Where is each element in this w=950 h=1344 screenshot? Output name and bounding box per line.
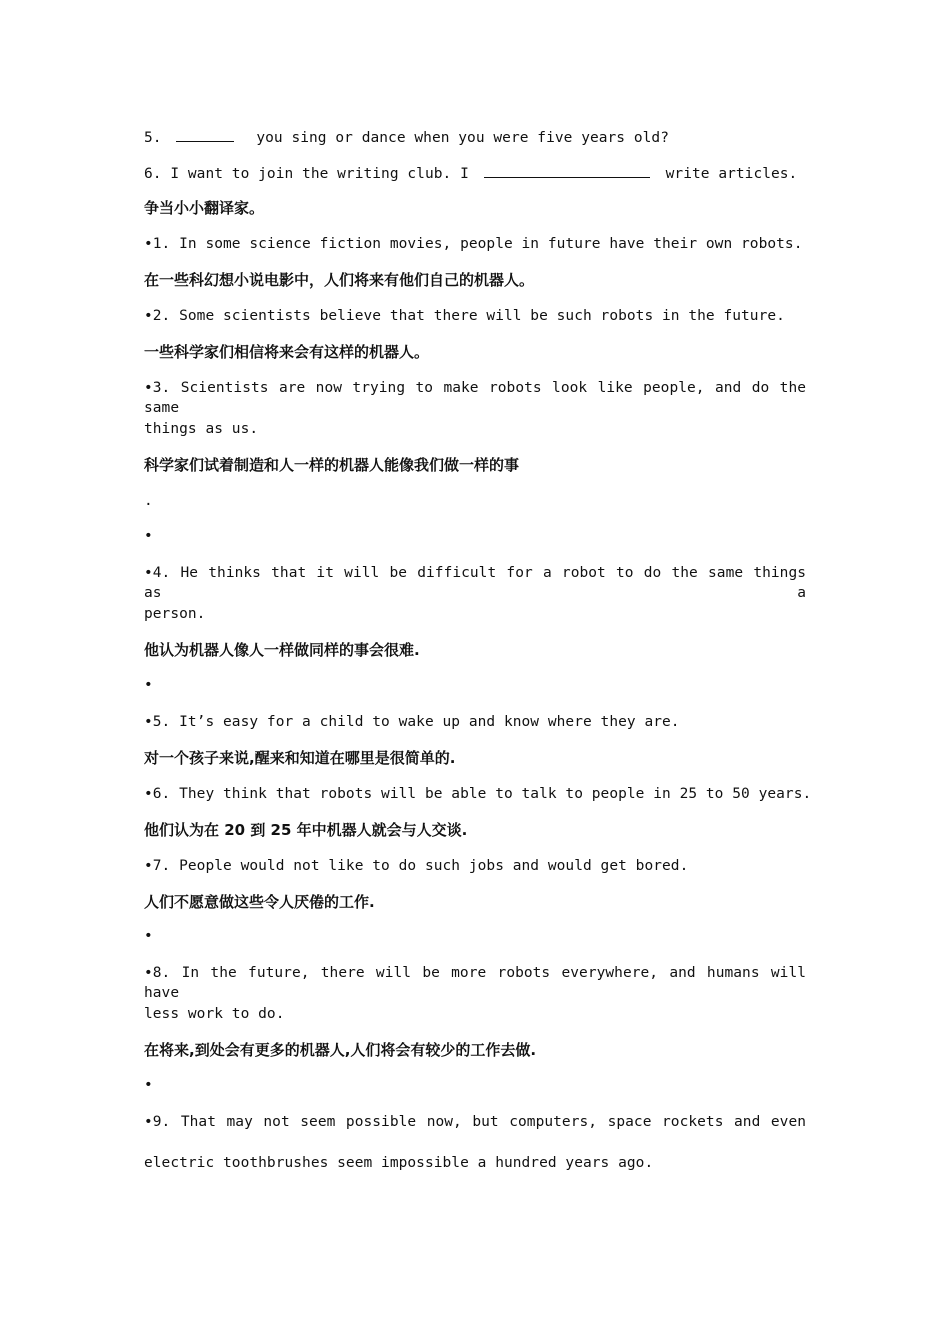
sentence-en-continued: electric toothbrushes seem impossible a hundred years ago. — [144, 1155, 654, 1171]
exercise-6-prefix: 6. I want to join the writing club. I — [144, 166, 469, 182]
section-title: 争当小小翻译家。 — [144, 199, 265, 217]
answer-blank — [176, 127, 234, 142]
sentence-en-continued: person. — [144, 606, 206, 622]
sentence-en: •3. Scientists are now trying to make robots look like people, and do the same — [144, 380, 806, 416]
sentence-zh: 人们不愿意做这些令人厌倦的工作. — [144, 893, 375, 911]
sentence-en: •6. They think that robots will be able to talk to people in 25 to 50 years. — [144, 786, 812, 802]
period-marker: . — [144, 493, 153, 509]
exercise-6 — [144, 163, 797, 184]
sentence-en: •2. Some scientists believe that there will be such robots in the future. — [144, 308, 785, 324]
exercise-6-text: write articles. — [665, 166, 798, 182]
exercise-5-text: you sing or dance when you were five years old? — [256, 130, 669, 146]
sentence-en: •9. That may not seem possible now, but computers, space rockets and even — [144, 1114, 806, 1130]
sentence-en: •5. It’s easy for a child to wake up and know where they are. — [144, 714, 680, 730]
bullet-marker: • — [144, 677, 153, 693]
sentence-en-continued: less work to do. — [144, 1006, 285, 1022]
sentence-zh: 他们认为在 20 到 25 年中机器人就会与人交谈. — [144, 821, 468, 839]
sentence-en: •8. In the future, there will be more robots everywhere, and humans will have — [144, 965, 806, 1001]
bullet-marker: • — [144, 1077, 153, 1093]
bullet-marker: • — [144, 528, 153, 544]
sentence-zh: 一些科学家们相信将来会有这样的机器人。 — [144, 343, 430, 361]
sentence-en: •4. He thinks that it will be difficult for a robot to do the same things as a — [144, 565, 806, 601]
answer-blank — [484, 163, 650, 178]
exercise-5 — [144, 127, 669, 148]
sentence-zh: 在一些科幻想小说电影中，人们将来有他们自己的机器人。 — [144, 271, 535, 289]
exercise-5-number: 5. — [144, 130, 162, 146]
sentence-en: •1. In some science fiction movies, people in future have their own robots. — [144, 236, 803, 252]
sentence-en-continued: things as us. — [144, 421, 259, 437]
bullet-marker: • — [144, 928, 153, 944]
sentence-zh: 科学家们试着制造和人一样的机器人能像我们做一样的事 — [144, 456, 520, 474]
sentence-zh: 在将来,到处会有更多的机器人,人们将会有较少的工作去做. — [144, 1041, 537, 1059]
sentence-zh: 他认为机器人像人一样做同样的事会很难. — [144, 641, 420, 659]
sentence-zh: 对一个孩子来说,醒来和知道在哪里是很简单的. — [144, 749, 456, 767]
sentence-en: •7. People would not like to do such jobs and would get bored. — [144, 858, 689, 874]
